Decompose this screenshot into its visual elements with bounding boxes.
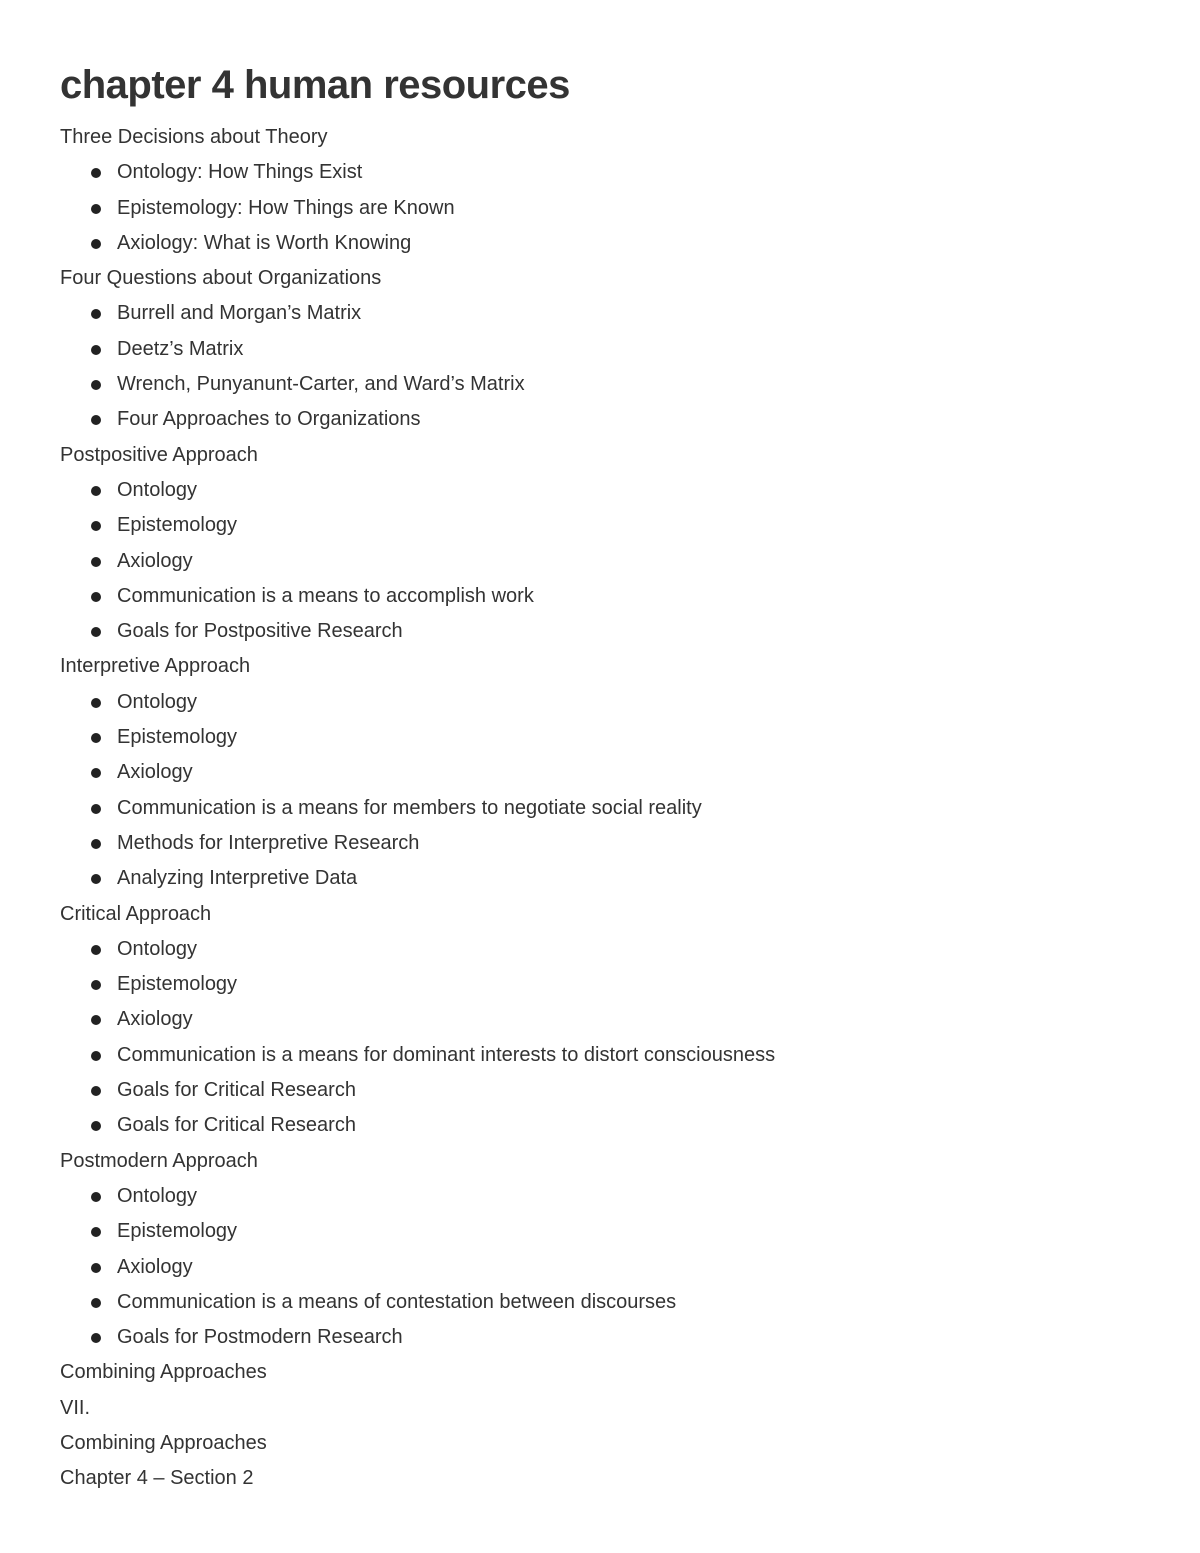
section-heading: Chapter 4 – Section 2	[60, 1467, 254, 1490]
section-heading: Combining Approaches	[60, 1361, 267, 1384]
section-heading: Interpretive Approach	[60, 655, 251, 678]
bullet-item: Goals for Critical Research	[60, 1073, 1140, 1108]
bullet-item: Axiology	[60, 1250, 1140, 1285]
bullet-item: Four Approaches to Organizations	[60, 402, 1140, 437]
section-heading: Combining Approaches	[60, 1431, 267, 1454]
document-content	[60, 120, 1140, 1497]
bullet-item: Methods for Interpretive Research	[60, 826, 1140, 861]
section-heading: Four Questions about Organizations	[60, 267, 382, 290]
bullet-item: Epistemology: How Things are Known	[60, 191, 1140, 226]
bullet-item: Analyzing Interpretive Data	[60, 861, 1140, 896]
section-heading: VII.	[60, 1396, 91, 1419]
bullet-item: Ontology: How Things Exist	[60, 155, 1140, 190]
bullet-item: Axiology	[60, 544, 1140, 579]
bullet-item: Communication is a means of contestation between discourses	[60, 1285, 1140, 1320]
section-heading: Three Decisions about Theory	[60, 126, 328, 148]
section-heading: Postpositive Approach	[60, 443, 258, 466]
bullet-item: Burrell and Morgan’s Matrix	[60, 296, 1140, 331]
bullet-item: Ontology	[60, 685, 1140, 720]
bullet-item: Axiology: What is Worth Knowing	[60, 226, 1140, 261]
bullet-item: Axiology	[60, 755, 1140, 790]
document-page	[60, 58, 1140, 1497]
bullet-item: Ontology	[60, 1179, 1140, 1214]
bullet-item: Goals for Postpositive Research	[60, 614, 1140, 649]
bullet-item: Epistemology	[60, 967, 1140, 1002]
bullet-item: Wrench, Punyanunt-Carter, and Ward’s Matrix	[60, 367, 1140, 402]
bullet-item: Deetz’s Matrix	[60, 332, 1140, 367]
bullet-item: Goals for Postmodern Research	[60, 1320, 1140, 1355]
bullet-item: Communication is a means to accomplish work	[60, 579, 1140, 614]
bullet-item: Ontology	[60, 473, 1140, 508]
document-title: chapter 4 human resources	[60, 63, 570, 107]
bullet-item: Communication is a means for dominant interests to distort consciousness	[60, 1038, 1140, 1073]
bullet-item: Epistemology	[60, 720, 1140, 755]
section-heading: Critical Approach	[60, 902, 212, 925]
bullet-item: Axiology	[60, 1002, 1140, 1037]
section-heading: Postmodern Approach	[60, 1149, 258, 1172]
bullet-item: Goals for Critical Research	[60, 1108, 1140, 1143]
bullet-item: Communication is a means for members to negotiate social reality	[60, 791, 1140, 826]
bullet-item: Epistemology	[60, 508, 1140, 543]
bullet-item: Epistemology	[60, 1214, 1140, 1249]
bullet-item: Ontology	[60, 932, 1140, 967]
